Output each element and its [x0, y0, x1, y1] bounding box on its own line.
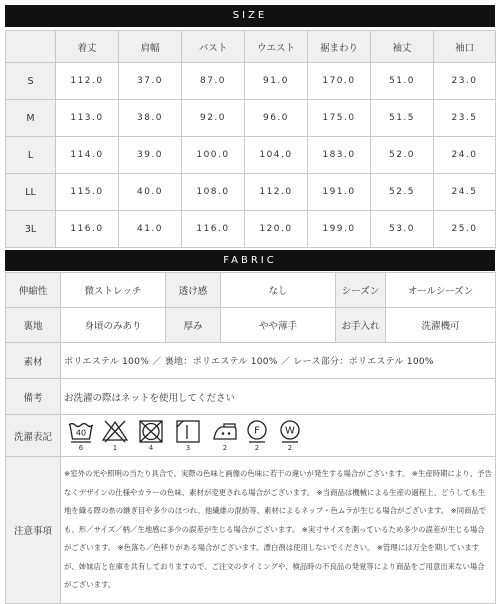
size-section-title: SIZE: [5, 5, 495, 27]
care-icon-item: [174, 419, 202, 453]
care-icon-number: 4: [148, 444, 154, 452]
remarks-value: お洗濯の際はネットを使用してください: [61, 379, 496, 415]
care-icon-number: 1: [112, 444, 118, 452]
care-labels-value: [61, 415, 496, 457]
care-method-label: お手入れ: [336, 308, 386, 343]
no-bleach-icon: [101, 419, 129, 444]
material-label: 素材: [6, 343, 61, 379]
size-value-cell: 108.0: [182, 174, 245, 211]
size-value-cell: 52.0: [371, 137, 434, 174]
care-icon-item: [101, 419, 129, 453]
size-value-cell: 175.0: [308, 100, 371, 137]
care-icon-item: [137, 419, 165, 453]
care-label-row: [6, 415, 496, 457]
size-value-cell: 112.0: [245, 174, 308, 211]
size-label-cell: S: [6, 63, 56, 100]
size-label-cell: M: [6, 100, 56, 137]
iron-medium-temperature-icon: [211, 419, 239, 444]
size-value-cell: 116.0: [56, 211, 119, 248]
sheerness-value: なし: [221, 273, 336, 308]
size-value-cell: 24.0: [434, 137, 496, 174]
care-labels-label: 洗濯表記: [6, 415, 61, 457]
care-icon-number: 2: [254, 444, 260, 452]
size-row: [6, 100, 496, 137]
stretch-value: 微ストレッチ: [61, 273, 166, 308]
size-value-cell: 53.0: [371, 211, 434, 248]
size-value-cell: 40.0: [119, 174, 182, 211]
thickness-label: 厚み: [166, 308, 221, 343]
size-table: [5, 30, 496, 248]
size-value-cell: 120.0: [245, 211, 308, 248]
size-value-cell: 115.0: [56, 174, 119, 211]
care-icon-item: [276, 419, 304, 453]
size-value-cell: 116.0: [182, 211, 245, 248]
thickness-value: やや薄手: [221, 308, 336, 343]
professional-dry-clean-f-icon: [243, 419, 271, 444]
sheerness-label: 透け感: [166, 273, 221, 308]
care-method-value: 洗濯機可: [386, 308, 496, 343]
lining-value: 身頃のみあり: [61, 308, 166, 343]
size-value-cell: 100.0: [182, 137, 245, 174]
size-value-cell: 104.0: [245, 137, 308, 174]
size-value-cell: 23.0: [434, 63, 496, 100]
size-value-cell: 92.0: [182, 100, 245, 137]
size-value-cell: 52.5: [371, 174, 434, 211]
size-row: [6, 211, 496, 248]
size-value-cell: 96.0: [245, 100, 308, 137]
size-value-cell: 25.0: [434, 211, 496, 248]
material-value: ポリエステル 100% ／ 裏地：ポリエステル 100% ／ レース部分：ポリエステル 100%: [61, 343, 496, 379]
size-value-cell: 191.0: [308, 174, 371, 211]
remarks-row: [6, 379, 496, 415]
size-label-cell: L: [6, 137, 56, 174]
notes-text: ※室外の光や照明の当たり具合で、実際の色味と画像の色味に若干の違いが発生する場合がございます。 ※生産時期により、予告なくデザインの仕様やカラーの色味、素材が変更される場合がございます。 ※当商品は機械による生産の過程上、どうしても生地を織る際の糸の継ぎ目や多少のほつれ、他繊維の混紡等、素材によるネップ・色ムラが生じる場合がございます。 ※同商品でも、形／サイズ／柄／生地感に多少の誤差が生じる場合がございます。 ※実寸サイズを測っているため多少の誤差が生じる場合がございます。 ※色落ち／色移りがある場合がございます。漂白剤は使用しないでください。 ※管理には万全を期していますが、姉妹店と在庫を共有しておりますので、ご注文のタイミングや、検品時の不良品の発覚等により商品をご用意出来ない場合がございます。: [61, 457, 496, 604]
size-corner-cell: [6, 31, 56, 63]
care-icon-item: [243, 419, 271, 453]
care-icon-number: 3: [185, 444, 191, 452]
size-value-cell: 114.0: [56, 137, 119, 174]
size-value-cell: 91.0: [245, 63, 308, 100]
care-icon-number: 2: [287, 444, 293, 452]
professional-wet-clean-w-icon: [276, 419, 304, 444]
size-label-cell: LL: [6, 174, 56, 211]
size-value-cell: 38.0: [119, 100, 182, 137]
size-value-cell: 183.0: [308, 137, 371, 174]
care-icons: [61, 415, 495, 456]
size-column-header: 裾まわり: [308, 31, 371, 63]
care-icon-item: [211, 419, 239, 453]
size-value-cell: 41.0: [119, 211, 182, 248]
svg-text:W: W: [285, 425, 295, 437]
remarks-label: 備考: [6, 379, 61, 415]
size-header-row: [6, 31, 496, 63]
size-column-header: ウエスト: [245, 31, 308, 63]
size-value-cell: 199.0: [308, 211, 371, 248]
size-value-cell: 113.0: [56, 100, 119, 137]
size-value-cell: 23.5: [434, 100, 496, 137]
svg-text:40: 40: [75, 428, 87, 438]
care-icon-number: 6: [78, 444, 84, 452]
size-label-cell: 3L: [6, 211, 56, 248]
size-column-header: 袖口: [434, 31, 496, 63]
size-column-header: 着丈: [56, 31, 119, 63]
fabric-attribute-row: [6, 308, 496, 343]
size-value-cell: 37.0: [119, 63, 182, 100]
size-row: [6, 137, 496, 174]
size-column-header: 袖丈: [371, 31, 434, 63]
size-value-cell: 51.0: [371, 63, 434, 100]
lining-label: 裏地: [6, 308, 61, 343]
season-label: シーズン: [336, 273, 386, 308]
size-row: [6, 174, 496, 211]
size-value-cell: 39.0: [119, 137, 182, 174]
fabric-section-title: FABRIC: [5, 250, 495, 271]
season-value: オールシーズン: [386, 273, 496, 308]
stretch-label: 伸縮性: [6, 273, 61, 308]
svg-text:F: F: [254, 425, 260, 437]
size-table-body: [6, 63, 496, 248]
size-column-header: 肩幅: [119, 31, 182, 63]
size-value-cell: 170.0: [308, 63, 371, 100]
size-column-header: バスト: [182, 31, 245, 63]
size-value-cell: 112.0: [56, 63, 119, 100]
notes-label: 注意事項: [6, 457, 61, 604]
size-value-cell: 24.5: [434, 174, 496, 211]
notes-row: [6, 457, 496, 604]
care-icon-item: [67, 419, 95, 453]
no-tumble-dry-icon: [137, 419, 165, 444]
fabric-attribute-row: [6, 273, 496, 308]
wash-tub-40-icon: [67, 419, 95, 444]
size-value-cell: 51.5: [371, 100, 434, 137]
care-icon-number: 2: [222, 444, 228, 452]
size-row: [6, 63, 496, 100]
material-row: [6, 343, 496, 379]
line-dry-shade-icon: [174, 419, 202, 444]
size-value-cell: 87.0: [182, 63, 245, 100]
fabric-table: [5, 272, 496, 604]
